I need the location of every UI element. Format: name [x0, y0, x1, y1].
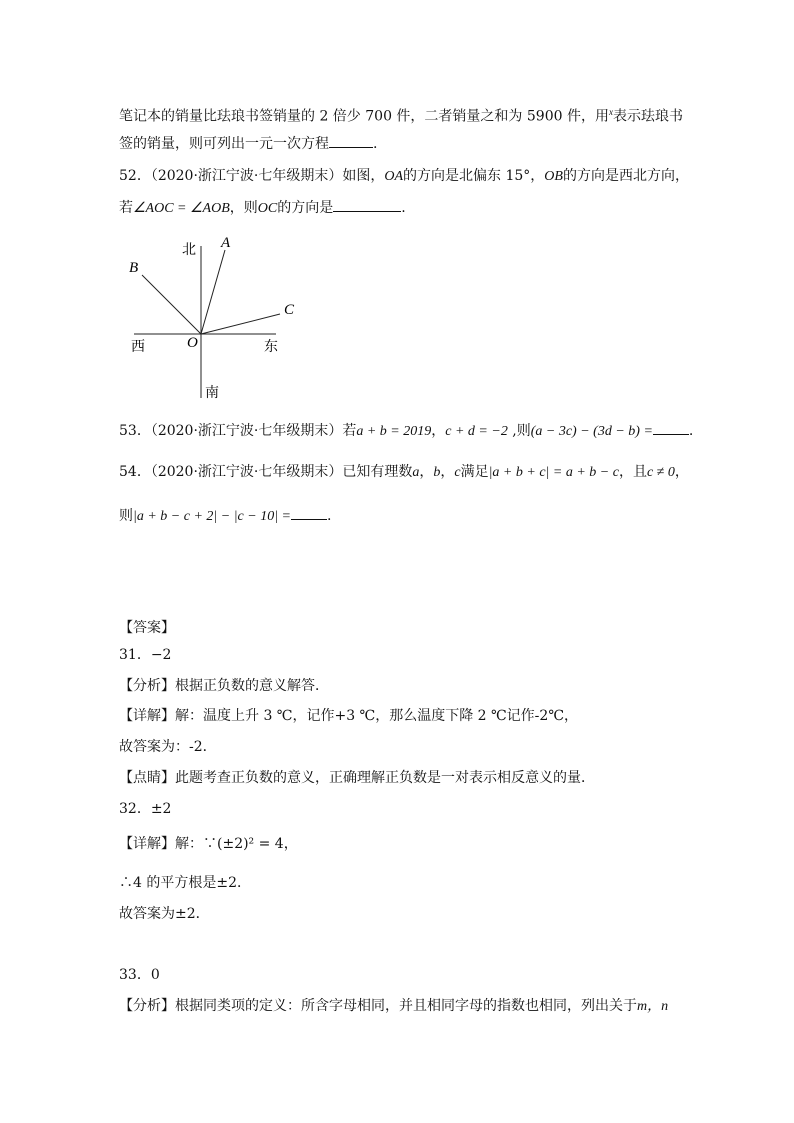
q52-text-a: 如图， — [342, 168, 385, 184]
q53-expr2: c + d = −2 — [445, 424, 508, 439]
answer-31-comment: 【点睛】此题考查正负数的意义，正确理解正负数是一对表示相反意义的量． — [119, 770, 595, 786]
q53-text-a: 若 — [342, 423, 357, 439]
q52-line2 — [119, 197, 406, 219]
q52-oc: OC — [257, 201, 278, 216]
q53-text-b: ,则 — [507, 423, 531, 439]
q52-text-c: 的方向是西北方向， — [562, 168, 689, 184]
answer-33-analysis — [119, 996, 668, 1017]
question-number: 52． — [119, 168, 151, 184]
answer-blank — [333, 197, 401, 212]
north-label: 北 — [182, 242, 196, 258]
question-source: （2020·浙江宁波·七年级期末） — [150, 464, 343, 480]
question-source: （2020·浙江宁波·七年级期末） — [150, 168, 343, 184]
q52-line1 — [119, 166, 689, 187]
answer-32 — [119, 799, 171, 819]
q54-text-a: 已知有理数 — [342, 464, 413, 480]
q51-line1 — [119, 102, 683, 127]
q53-line — [119, 420, 693, 442]
answer-number: 31． — [119, 647, 151, 663]
question-number: 54． — [119, 464, 151, 480]
q53-comma: ， — [431, 423, 446, 439]
q52-oa: OA — [384, 169, 404, 184]
q54-text-b: 满足 — [460, 464, 489, 480]
q53-period: . — [688, 423, 694, 439]
q52-line2-b: ，则 — [229, 200, 258, 216]
q54-period: . — [327, 508, 332, 524]
q51-period: . — [373, 136, 378, 152]
label-a: A — [221, 235, 231, 251]
answer-33 — [119, 965, 160, 985]
direction-diagram — [120, 230, 300, 405]
answer-value: ±2 — [150, 801, 172, 817]
answer-31-detail: 【详解】解：温度上升 3 ℃，记作+3 ℃，那么温度下降 2 ℃记作-2℃， — [119, 708, 578, 724]
answer-31-analysis: 【分析】根据正负数的意义解答． — [119, 678, 329, 694]
q51-text2: 签的销量，则可列出一元一次方程 — [119, 136, 329, 152]
answer-32-detail-a: 【详解】解： — [119, 836, 203, 852]
answer-32-step: ∴4 的平方根是±2． — [119, 875, 251, 891]
answer-number: 33． — [119, 967, 151, 983]
answer-32-conclusion: 故答案为±2． — [119, 906, 210, 922]
q54-line2-a: 则 — [119, 508, 133, 524]
q54-text-d: ， — [674, 464, 689, 480]
answer-value: −2 — [150, 647, 172, 663]
south-label: 南 — [205, 385, 219, 401]
q51-text: 笔记本的销量比珐琅书签销量的 2 倍少 700 件，二者销量之和为 5900 件，用 — [119, 108, 609, 125]
ray-oc — [201, 314, 280, 334]
q52-line2-a: 若 — [119, 200, 133, 216]
q53-expr1: a + b = 2019 — [356, 424, 432, 439]
answer-value: 0 — [150, 967, 160, 983]
q52-text-b: 的方向是北偏东 15°， — [403, 168, 545, 184]
q54-var-c: c — [454, 465, 461, 480]
east-label: 东 — [264, 339, 278, 355]
q51-text-end: 表示珐琅书 — [612, 108, 683, 125]
answer-32-detail — [119, 834, 298, 854]
q54-sep1: ， — [419, 464, 434, 480]
q54-sep2: ， — [440, 464, 455, 480]
label-c: C — [284, 302, 295, 318]
q51-line2 — [119, 133, 377, 154]
question-source: （2020·浙江宁波·七年级期末） — [150, 423, 343, 439]
q54-cond2: c ≠ 0 — [646, 465, 675, 480]
q54-text-c: ，且 — [618, 464, 647, 480]
answer-blank — [329, 133, 373, 148]
ray-ob — [142, 275, 201, 334]
q54-line1 — [119, 462, 689, 483]
q53-expr3: (a − 3c) − (3d − b) = — [530, 424, 653, 439]
q52-period: . — [401, 200, 406, 216]
ray-oa — [201, 250, 225, 334]
label-o: O — [187, 335, 198, 351]
answer-32-detail-b: ， — [283, 836, 298, 852]
question-number: 53． — [119, 423, 151, 439]
answer-number: 32． — [119, 801, 151, 817]
answer-33-analysis-text: 【分析】根据同类项的定义：所含字母相同，并且相同字母的指数也相同，列出关于 — [119, 998, 637, 1014]
q52-angle-eq: ∠AOC = ∠AOB — [133, 201, 230, 216]
answer-blank — [653, 420, 689, 435]
label-b: B — [129, 260, 139, 276]
q51-var-x: x — [608, 107, 613, 117]
q54-var-a: a — [412, 465, 420, 480]
answers-heading: 【答案】 — [119, 620, 175, 636]
answer-33-vars: m，n — [637, 999, 669, 1014]
q52-line2-c: 的方向是 — [277, 200, 334, 216]
q54-var-b: b — [433, 465, 441, 480]
answer-blank — [291, 505, 327, 520]
q52-ob: OB — [544, 169, 563, 184]
q54-expr: |a + b − c + 2| − |c − 10| = — [133, 509, 292, 524]
answer-32-detail-expr: ∵(±2)² = 4 — [203, 836, 284, 852]
q54-line2 — [119, 505, 331, 527]
q54-cond: |a + b + c| = a + b − c — [488, 465, 619, 480]
answer-31 — [119, 645, 171, 665]
answer-31-conclusion: 故答案为：-2． — [119, 739, 217, 755]
west-label: 西 — [131, 339, 145, 355]
